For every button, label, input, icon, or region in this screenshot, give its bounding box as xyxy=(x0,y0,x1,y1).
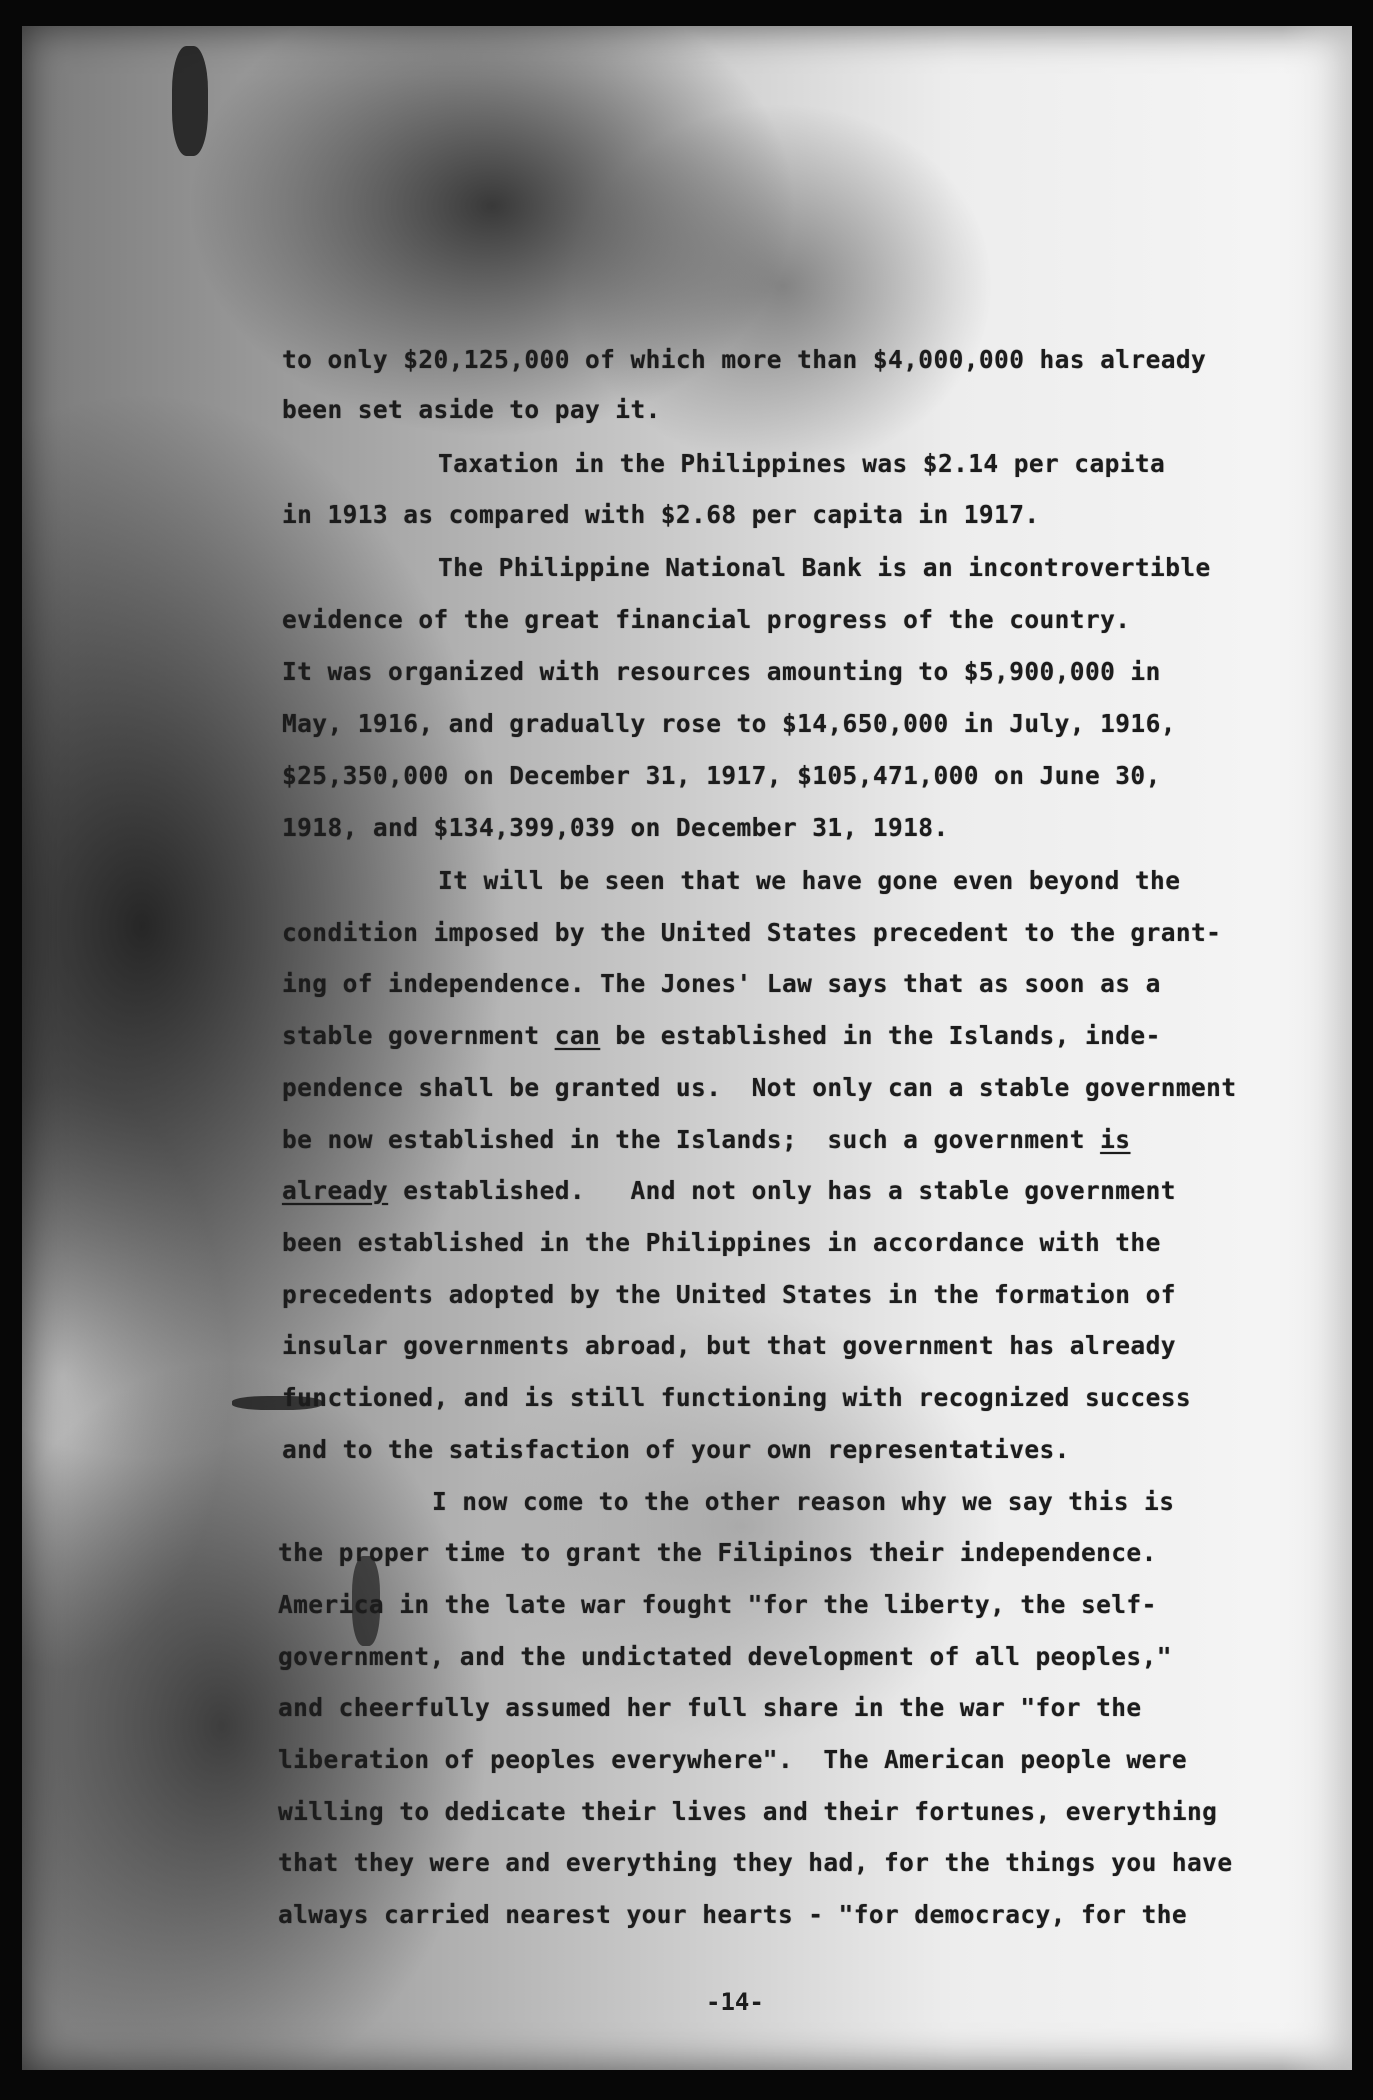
text-line-24: the proper time to grant the Filipinos their independence. xyxy=(278,1538,1157,1567)
underlined-word-can: can xyxy=(554,1021,601,1050)
text-line-16 xyxy=(282,1125,1131,1154)
text-line-31: always carried nearest your hearts - "for democracy, for the xyxy=(278,1900,1188,1929)
text-line-11: It will be seen that we have gone even beyond the xyxy=(438,866,1181,895)
text-line-7: It was organized with resources amounting to $5,900,000 in xyxy=(282,657,1161,686)
text-line-14 xyxy=(282,1021,1161,1050)
text-line-2: been set aside to pay it. xyxy=(282,395,661,424)
text-segment: established. And not only has a stable government xyxy=(388,1176,1176,1205)
text-line-23: I now come to the other reason why we say this is xyxy=(432,1487,1175,1516)
text-line-18: been established in the Philippines in accordance with the xyxy=(282,1228,1161,1257)
text-line-10: 1918, and $134,399,039 on December 31, 1918. xyxy=(282,813,949,842)
text-line-5: The Philippine National Bank is an incontrovertible xyxy=(438,553,1211,582)
text-line-30: that they were and everything they had, for the things you have xyxy=(278,1848,1233,1877)
underlined-word-already: already xyxy=(282,1176,389,1205)
text-line-1: to only $20,125,000 of which more than $4,000,000 has already xyxy=(282,345,1207,374)
text-line-21: functioned, and is still functioning with recognized success xyxy=(282,1383,1192,1412)
text-line-15: pendence shall be granted us. Not only can a stable government xyxy=(282,1073,1237,1102)
text-line-20: insular governments abroad, but that government has already xyxy=(282,1331,1176,1360)
text-segment: be now established in the Islands; such a government xyxy=(282,1125,1101,1154)
typed-text-body xyxy=(22,26,1352,2070)
text-line-27: and cheerfully assumed her full share in the war "for the xyxy=(278,1693,1142,1722)
text-line-26: government, and the undictated development of all peoples," xyxy=(278,1642,1172,1671)
text-segment: be established in the Islands, inde- xyxy=(600,1021,1161,1050)
page-number: -14- xyxy=(706,1988,764,2016)
underlined-word-is: is xyxy=(1100,1125,1131,1154)
text-line-4: in 1913 as compared with $2.68 per capita in 1917. xyxy=(282,500,1040,529)
text-line-22: and to the satisfaction of your own representatives. xyxy=(282,1435,1070,1464)
text-line-19: precedents adopted by the United States in the formation of xyxy=(282,1280,1176,1309)
text-line-6: evidence of the great financial progress of the country. xyxy=(282,605,1131,634)
text-line-25: America in the late war fought "for the liberty, the self- xyxy=(278,1590,1157,1619)
text-line-9: $25,350,000 on December 31, 1917, $105,471,000 on June 30, xyxy=(282,761,1161,790)
text-line-8: May, 1916, and gradually rose to $14,650,000 in July, 1916, xyxy=(282,709,1176,738)
text-line-29: willing to dedicate their lives and their fortunes, everything xyxy=(278,1797,1218,1826)
document-page xyxy=(22,26,1352,2070)
text-line-12: condition imposed by the United States precedent to the grant- xyxy=(282,918,1222,947)
text-line-13: ing of independence. The Jones' Law says that as soon as a xyxy=(282,969,1161,998)
text-line-3: Taxation in the Philippines was $2.14 per capita xyxy=(438,449,1166,478)
text-line-17 xyxy=(282,1176,1176,1205)
text-line-28: liberation of peoples everywhere". The American people were xyxy=(278,1745,1188,1774)
text-segment: stable government xyxy=(282,1021,555,1050)
